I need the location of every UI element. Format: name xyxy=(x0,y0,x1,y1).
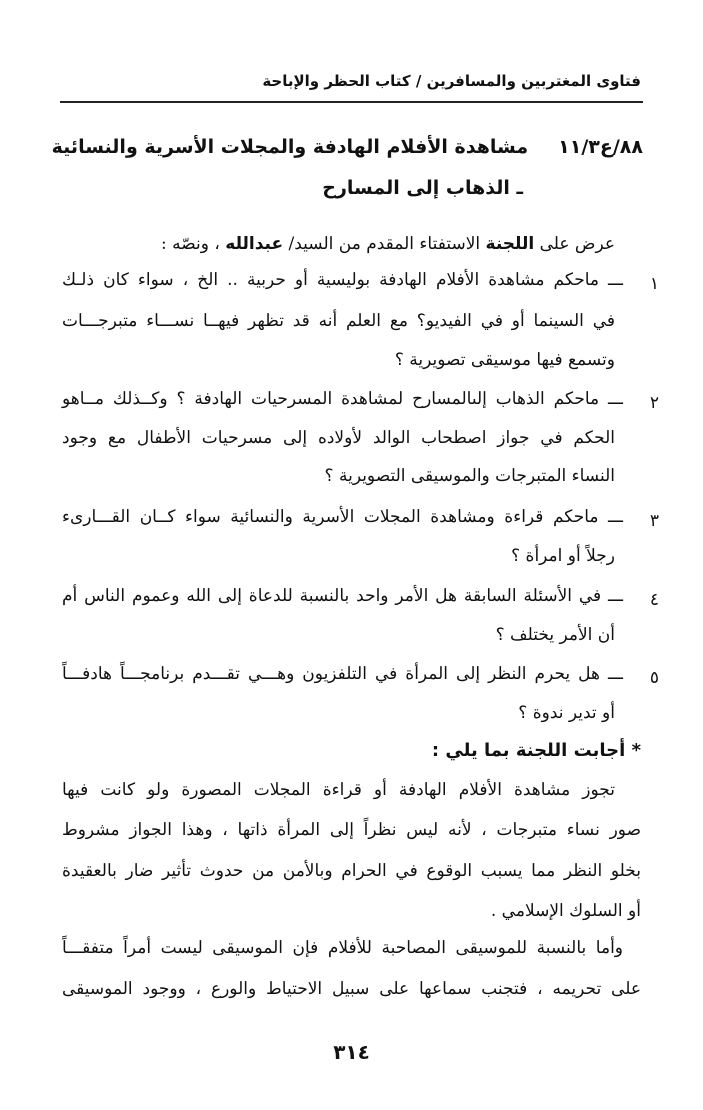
intro-line xyxy=(161,234,615,254)
fatwa-title-row xyxy=(51,136,643,158)
answer-line: على تحريمه ، فتجنب سماعها على سبيل الاحتياط والورع ، ووجود الموسيقى xyxy=(62,979,641,999)
running-header: فتاوى المغتربين والمسافرين / كتاب الحظر والإباحة xyxy=(262,72,641,90)
intro-name: عبدالله xyxy=(225,234,284,254)
question-line: في السينما أو في الفيديو؟ مع العلم أنه قد تظهر فيهــا نســـاء متبرجـــات xyxy=(62,311,615,331)
question-line: ـــ هل يحرم النظر إلى المرأة في التلفزيون وهـــي تقـــدم برنامجـــاً هادفـــاً xyxy=(62,664,623,684)
question-number: ٤ xyxy=(649,590,659,610)
fatwa-subtitle: ـ الذهاب إلى المسارح xyxy=(322,177,523,199)
question-number: ٢ xyxy=(649,393,659,413)
answer-heading: * أجابت اللجنة بما يلي : xyxy=(431,740,641,761)
question-number: ٣ xyxy=(649,511,659,531)
fatwa-title: مشاهدة الأفلام الهادفة والمجلات الأسرية والنسائية xyxy=(51,136,529,158)
intro-committee: اللجنة xyxy=(485,234,535,254)
question-line: النساء المتبرجات والموسيقى التصويرية ؟ xyxy=(324,466,615,486)
answer-line: وأما بالنسبة للموسيقى المصاحبة للأفلام فإن الموسيقى ليست أمراً متفقـــاً xyxy=(62,938,623,958)
answer-line: صور نساء متبرجات ، لأنه ليس نظراً إلى المرأة ذاتها ، وهذا الجواز مشروط xyxy=(62,820,641,840)
fatwa-number: ٨٨/ع١١/٣ xyxy=(558,136,643,158)
question-line: ـــ ماحكم الذهاب إلىالمسارح لمشاهدة المسرحيات الهادفة ؟ وكــذلك مــاهو xyxy=(62,389,623,409)
answer-line: تجوز مشاهدة الأفلام الهادفة أو قراءة المجلات المصورة ولو كانت فيها xyxy=(62,780,615,800)
answer-line: أو السلوك الإسلامي . xyxy=(490,901,641,921)
header-divider xyxy=(60,101,643,103)
question-line: أو تدير ندوة ؟ xyxy=(518,703,615,723)
question-line: الحكم في جواز اصطحاب الوالد لأولاده إلى مسرحيات الأطفال مع وجود xyxy=(62,428,615,448)
answer-line: بخلو النظر مما يسبب الوقوع في الحرام وبالأمن من حدوث تأثير ضار بالعقيدة xyxy=(62,861,641,881)
question-line: ـــ في الأسئلة السابقة هل الأمر واحد بالنسبة للدعاة إلى الله وعموم الناس أم xyxy=(62,586,623,606)
question-line: رجلاً أو امرأة ؟ xyxy=(511,546,615,566)
question-line: ـــ ماحكم مشاهدة الأفلام الهادفة بوليسية أو حربية .. الخ ، سواء كان ذلـك xyxy=(62,270,623,290)
question-line: وتسمع فيها موسيقى تصويرية ؟ xyxy=(394,350,615,370)
question-number: ٥ xyxy=(649,668,659,688)
page-number: ٣١٤ xyxy=(333,1040,370,1064)
intro-post: ، ونصّه : xyxy=(161,234,226,254)
question-line: أن الأمر يختلف ؟ xyxy=(495,625,615,645)
question-line: ـــ ماحكم قراءة ومشاهدة المجلات الأسرية والنسائية سواء كــان القـــارىء xyxy=(62,507,623,527)
question-number: ١ xyxy=(649,274,659,294)
intro-pre: عرض على xyxy=(534,234,615,254)
intro-mid: الاستفتاء المقدم من السيد/ xyxy=(283,234,486,254)
